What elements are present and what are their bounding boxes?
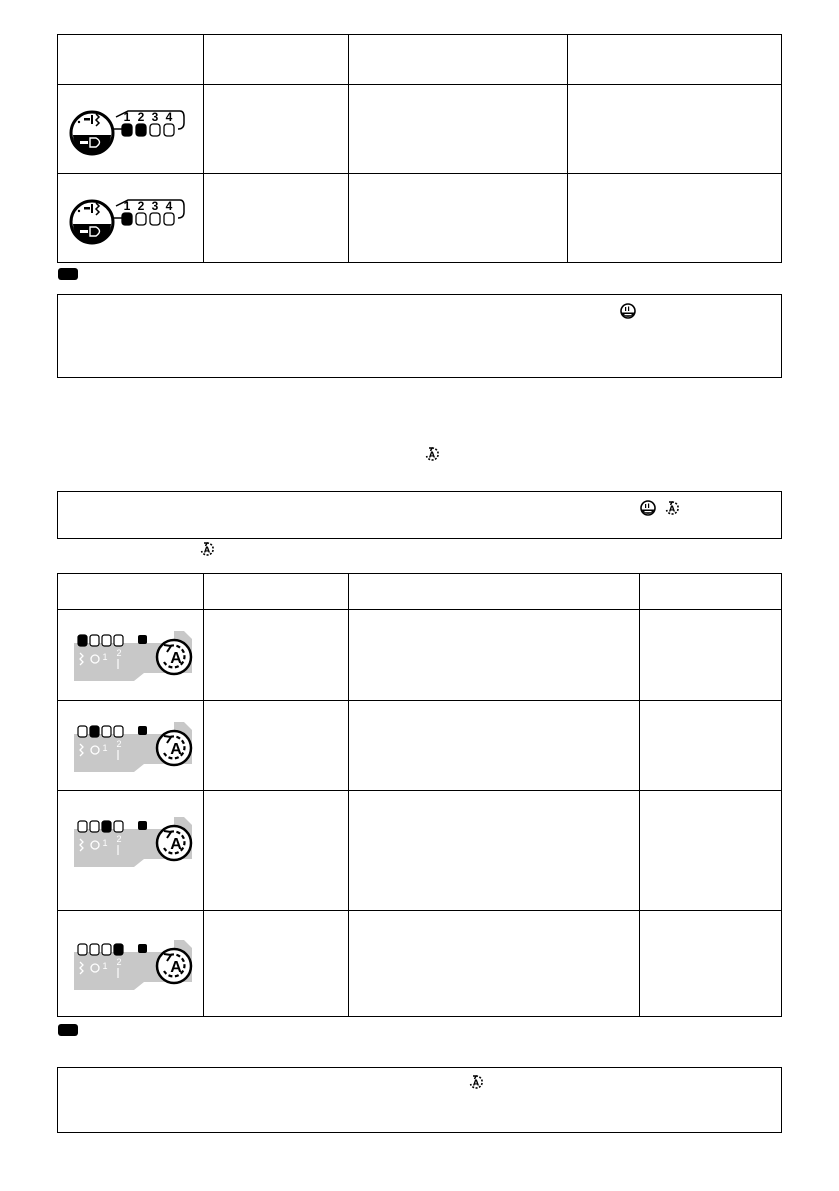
segment-lit [136, 124, 146, 136]
note-box [57, 294, 782, 378]
assist-mode-panel-icon [58, 701, 203, 790]
header-cell [58, 574, 204, 610]
table-row [58, 911, 782, 1017]
auto-mode-symbol-icon [664, 500, 680, 516]
table-cell [204, 701, 349, 791]
table-cell [349, 174, 568, 263]
table-row [58, 85, 782, 174]
assist-mode-panel-icon [58, 791, 203, 891]
icon-cell [58, 911, 204, 1017]
segment-number: 3 [151, 110, 159, 124]
table-row [58, 174, 782, 263]
icon-cell [58, 174, 204, 263]
segment-lit [122, 213, 132, 225]
light-mode-table [57, 34, 782, 263]
drill-bit-mark [91, 204, 93, 213]
table-cell [349, 701, 640, 791]
table-header-row [58, 574, 782, 610]
header-cell [204, 35, 349, 85]
header-cell [568, 35, 782, 85]
svg-text:A: A [428, 450, 436, 460]
table-cell [640, 911, 782, 1017]
header-cell [204, 574, 349, 610]
table-row [58, 610, 782, 701]
indicator-square [138, 635, 147, 644]
icon-cell [58, 701, 204, 791]
auto-letter: A [170, 741, 182, 758]
mode-number: 2 [116, 648, 122, 658]
segment-unlit [164, 124, 174, 136]
table-cell [568, 174, 782, 263]
segment-unlit [114, 635, 123, 646]
segment-unlit [78, 726, 87, 737]
indicator-square [138, 821, 147, 830]
dot-mark [78, 210, 80, 212]
segment-unlit [136, 213, 146, 225]
table-cell [640, 701, 782, 791]
table-cell [349, 610, 640, 701]
segment-unlit [78, 821, 87, 832]
note-box [57, 1067, 782, 1133]
auto-letter: A [170, 836, 182, 853]
auto-mode-symbol-icon [468, 1074, 484, 1090]
segment-lit [78, 635, 87, 646]
segment-unlit [90, 635, 99, 646]
table-cell [204, 85, 349, 174]
header-cell [640, 574, 782, 610]
segment-number: 1 [123, 110, 131, 124]
table-cell [349, 791, 640, 911]
auto-mode-symbol-icon [424, 446, 440, 462]
segment-lit [114, 944, 123, 955]
light-bar [80, 141, 88, 144]
mode-number: 1 [102, 743, 108, 753]
light-mode-panel-icon [58, 174, 203, 262]
table-cell [640, 791, 782, 911]
segment-number: 1 [123, 199, 131, 213]
light-mode-symbol-icon [620, 303, 636, 319]
light-bar [80, 230, 88, 233]
segment-unlit [150, 213, 160, 225]
svg-text:A: A [472, 1078, 480, 1088]
segment-unlit [164, 213, 174, 225]
light-mode-symbol-icon [640, 500, 656, 516]
mode-number: 1 [102, 961, 108, 971]
indicator-square [138, 944, 147, 953]
segment-number: 2 [137, 110, 145, 124]
light-mode-panel-icon [58, 85, 203, 173]
table-row [58, 701, 782, 791]
dot-mark [78, 121, 80, 123]
segment-unlit [102, 635, 111, 646]
indicator-square [138, 726, 147, 735]
segment-lit [102, 821, 111, 832]
segment-unlit [114, 726, 123, 737]
mode-number: 2 [116, 739, 122, 749]
drill-bit-mark [91, 115, 93, 124]
mode-number: 2 [116, 834, 122, 844]
assist-mode-table [57, 573, 782, 1017]
table-cell [204, 610, 349, 701]
mode-number: 1 [102, 838, 108, 848]
segment-unlit [78, 944, 87, 955]
auto-mode-symbol-icon [199, 541, 215, 557]
table-cell [640, 610, 782, 701]
drill-bit-mark [84, 207, 90, 210]
segment-unlit [150, 124, 160, 136]
table-cell [349, 911, 640, 1017]
table-cell [568, 85, 782, 174]
icon-cell [58, 791, 204, 911]
segment-unlit [102, 726, 111, 737]
note-box [57, 491, 782, 539]
segment-unlit [102, 944, 111, 955]
table-cell [204, 791, 349, 911]
assist-mode-panel-icon [58, 911, 203, 1016]
auto-letter: A [170, 650, 182, 667]
segment-unlit [90, 944, 99, 955]
mode-number: 2 [116, 957, 122, 967]
segment-number: 3 [151, 199, 159, 213]
segment-lit [90, 726, 99, 737]
segment-number: 4 [165, 110, 173, 124]
note-tag [58, 268, 78, 280]
segment-number: 4 [165, 199, 173, 213]
segment-number: 2 [137, 199, 145, 213]
svg-text:A: A [203, 545, 211, 555]
segment-unlit [90, 821, 99, 832]
table-cell [204, 174, 349, 263]
note-tag [58, 1024, 78, 1036]
assist-mode-panel-icon [58, 610, 203, 700]
table-row [58, 791, 782, 911]
icon-cell [58, 610, 204, 701]
header-cell [349, 35, 568, 85]
table-cell [204, 911, 349, 1017]
mode-number: 1 [102, 652, 108, 662]
svg-text:A: A [668, 504, 676, 514]
segment-lit [122, 124, 132, 136]
table-cell [349, 85, 568, 174]
auto-letter: A [170, 959, 182, 976]
segment-unlit [114, 821, 123, 832]
header-cell [58, 35, 204, 85]
drill-bit-mark [84, 118, 90, 121]
table-header-row [58, 35, 782, 85]
icon-cell [58, 85, 204, 174]
header-cell [349, 574, 640, 610]
